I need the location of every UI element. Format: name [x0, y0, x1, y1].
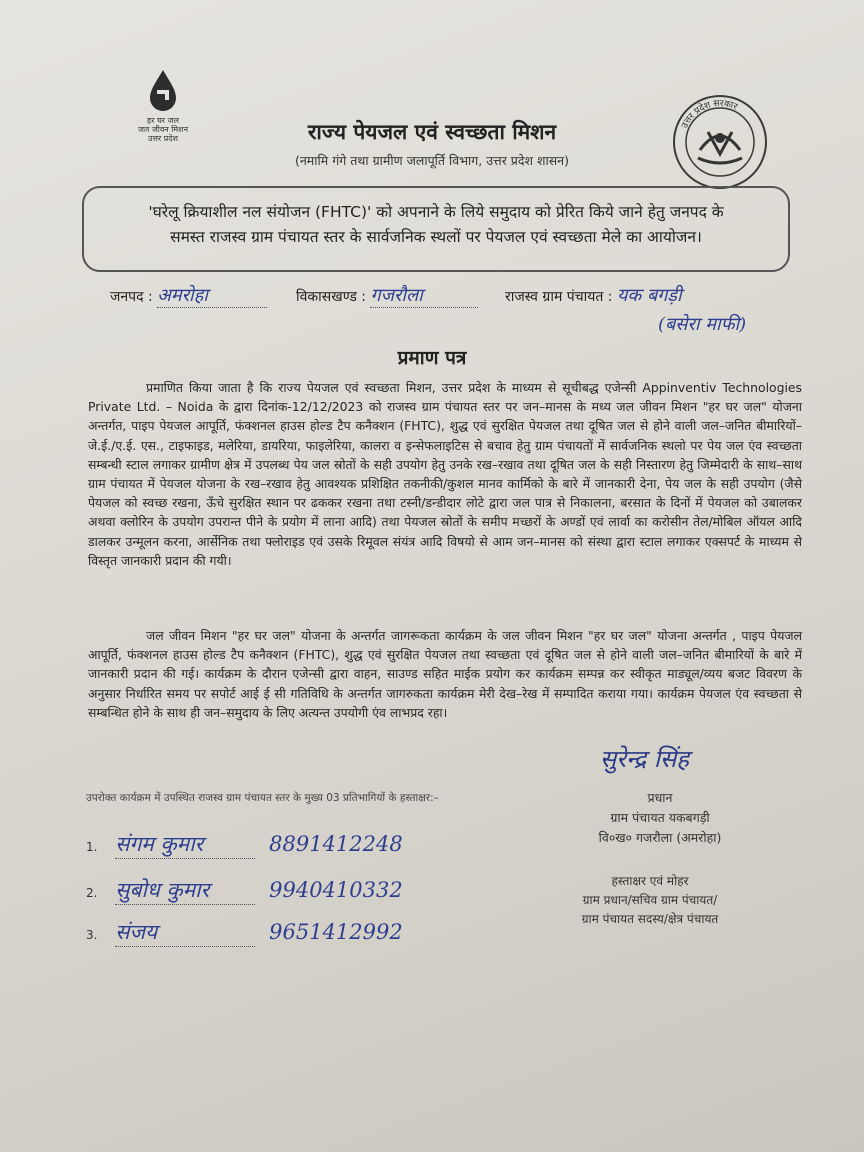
participant-number: 1.: [86, 840, 98, 854]
certificate-paragraph-2: जल जीवन मिशन "हर घर जल" योजना के अन्तर्गत जागरूकता कार्यक्रम के जल जीवन मिशन "हर घर जल" योजना अन्तर्गत , पाइप पेयजल आपूर्ति, फंक्शनल हाउस होल्ड टैप कनैक्शन (FHTC), शुद्ध एवं सुरक्षित पेयजल तथा स्वच्छता एवं दूषित जल से होने वाली जल–जनित बीमारियों के बारे में जानकारी प्रदान की गई। कार्यक्रम के दौरान एजेन्सी द्वारा वाहन, साउण्ड सहित माईक प्रयोग कर कार्यक्रम सम्पन्न कर स्वीकृत माड्यूल/व्यय बजट विवरण के अनुसार निर्धारित समय पर सपोर्ट आई ई सी गतिविधि के अन्तर्गत जागरुकता कार्यक्रम मेरी देख–रेख में सम्पादित कराया गया। कार्यक्रम पेयजल एंव स्वच्छता से सम्बन्धित होने के साथ ही जन–समुदाय के लिए अत्यन्त उपयोगी एंव लाभप्रद रहा।: [88, 628, 802, 720]
certificate-paragraph-1: प्रमाणित किया जाता है कि राज्य पेयजल एवं स्वच्छता मिशन, उत्तर प्रदेश के माध्यम से सूचीबद्ध एजेन्सी Appinventiv Technologies Private Ltd. – Noida के द्वारा दिनांक-12/12/2023 को राजस्व ग्राम पंचायत स्तर पर जन–मानस के मध्य जल जीवन मिशन "हर घर जल" योजना अन्तर्गत, पाइप पेयजल आपूर्ति, फंक्शनल हाउस होल्ड टैप कनैक्शन (FHTC), शुद्ध एवं सुरक्षित पेयजल तथा दूषित जल से होने वाली जल–जनित बीमारियों–जे.ई./ए.ई. एस., टाइफाइड, मलेरिया, डायरिया, फाइलेरिया, कालरा व इन्सेफलाइटिस से बचाव हेतु ग्राम पंचायतों में सार्वजनिक स्थलो पर पेय जल एंव स्वच्छता सम्बन्धी स्टाल लगाकर ग्रामीण क्षेत्र में उपलब्ध पेय जल स्रोतों के सही उपयोग हेतु उनके रख–रखाव तथा दूषित जल के सही निस्तारण हेतु जिम्मेदारी के साथ–साथ ग्राम पंचायत में पेयजल योजना के रख–रखाव हेतु आवश्यक प्रशिक्षित तकनीकी/कुशल मानव कार्मिको के बारे में जानकारी देना, पेय जल के सही उपयोग (जैसे पेयजल को स्वच्छ रखना, ऊँचे सुरक्षित स्थान पर ढककर रखना तथा टस्नी/डन्डीदार लोटे द्वारा जल पात्र से निकालना, बरसात के दिनों में पेयजल को उबालकर अथवा क्लोरिन के उपयोग उपरान्त पीने के प्रयोग में लाना आदि) तथा पेयजल स्रोतों के समीप मच्छरों के अण्डों एवं लार्वा का करोसीन तेल/मोबिल ऑयल आदि डालकर उन्मूलन करना, आर्सेनिक तथा फ्लोराइड एवं उसके रिमूवल संयंत्र आदि विषयो से आम जन–मानस को संस्था द्वारा स्टाल लगाकर एक्सपर्ट के माध्यम से विस्तृत जानकारी प्रदान की गयी।: [88, 380, 802, 568]
water-drop-icon: [146, 68, 180, 112]
participants-note: उपरोक्त कार्यक्रम में उपस्थित राजस्व ग्राम पंचायत स्तर के मुख्य 03 प्रतिभागियों के हस्ताक्षर:–: [86, 792, 439, 804]
header-subtitle: (नमामि गंगे तथा ग्रामीण जलापूर्ति विभाग, उत्तर प्रदेश शासन): [294, 153, 569, 168]
header-title: राज्य पेयजल एवं स्वच्छता मिशन: [307, 120, 557, 144]
participant-row: [86, 876, 403, 905]
gram-value: यक बगड़ी: [616, 285, 682, 306]
vikas-field: [296, 283, 478, 308]
pradhan-signature: सुरेन्द्र सिंह: [600, 745, 690, 773]
pradhan-line-2: ग्राम पंचायत यकबगड़ी: [610, 810, 710, 825]
vikas-label: विकासखण्ड :: [296, 289, 367, 305]
pradhan-line-3: वि०ख० गजरौला (अमरोहा): [598, 830, 722, 845]
gram-value-secondary: (बसेरा माफी): [658, 314, 747, 335]
stamp-block: [520, 872, 780, 929]
emblem-text: उत्तर प्रदेश सरकार: [680, 98, 739, 131]
pradhan-designation: [560, 788, 760, 848]
gram-label: राजस्व ग्राम पंचायत :: [505, 289, 613, 305]
participant-phone: 9651412992: [269, 920, 403, 944]
janpad-label: जनपद :: [110, 289, 153, 305]
participant-name: संजय: [115, 918, 255, 947]
vikas-value: गजरौला: [370, 283, 478, 308]
event-banner: [82, 186, 790, 272]
janpad-value: अमरोहा: [157, 283, 267, 308]
certificate-title: प्रमाण पत्र: [397, 347, 467, 369]
participant-phone: 8891412248: [269, 832, 403, 856]
stamp-line-2: ग्राम प्रधान/सचिव ग्राम पंचायत/: [582, 893, 718, 907]
banner-line-1: 'घरेलू क्रियाशील नल संयोजन (FHTC)' को अपनाने के लिये समुदाय को प्रेरित किये जाने हेतु जनपद के: [148, 203, 724, 221]
stamp-line-1: हस्ताक्षर एवं मोहर: [611, 874, 689, 888]
pradhan-line-1: प्रधान: [647, 790, 673, 805]
janpad-field: [110, 283, 267, 308]
participant-number: 2.: [86, 886, 98, 900]
stamp-line-3: ग्राम पंचायत सदस्य/क्षेत्र पंचायत: [581, 912, 719, 926]
participant-row: [86, 830, 403, 859]
logo-text-line1: हर घर जल: [147, 116, 179, 125]
participant-phone: 9940410332: [269, 878, 403, 902]
banner-line-2: समस्त राजस्व ग्राम पंचायत स्तर के सार्वजनिक स्थलों पर पेयजल एवं स्वच्छता मेले का आयोजन।: [170, 228, 702, 246]
logo-text-line3: उत्तर प्रदेश: [148, 134, 178, 143]
logo-text-line2: जल जीवन मिशन: [137, 125, 189, 134]
participant-name: संगम कुमार: [115, 830, 255, 859]
participant-row: [86, 918, 403, 947]
participant-name: सुबोध कुमार: [115, 876, 255, 905]
gram-field: [505, 283, 682, 307]
participant-number: 3.: [86, 928, 98, 942]
